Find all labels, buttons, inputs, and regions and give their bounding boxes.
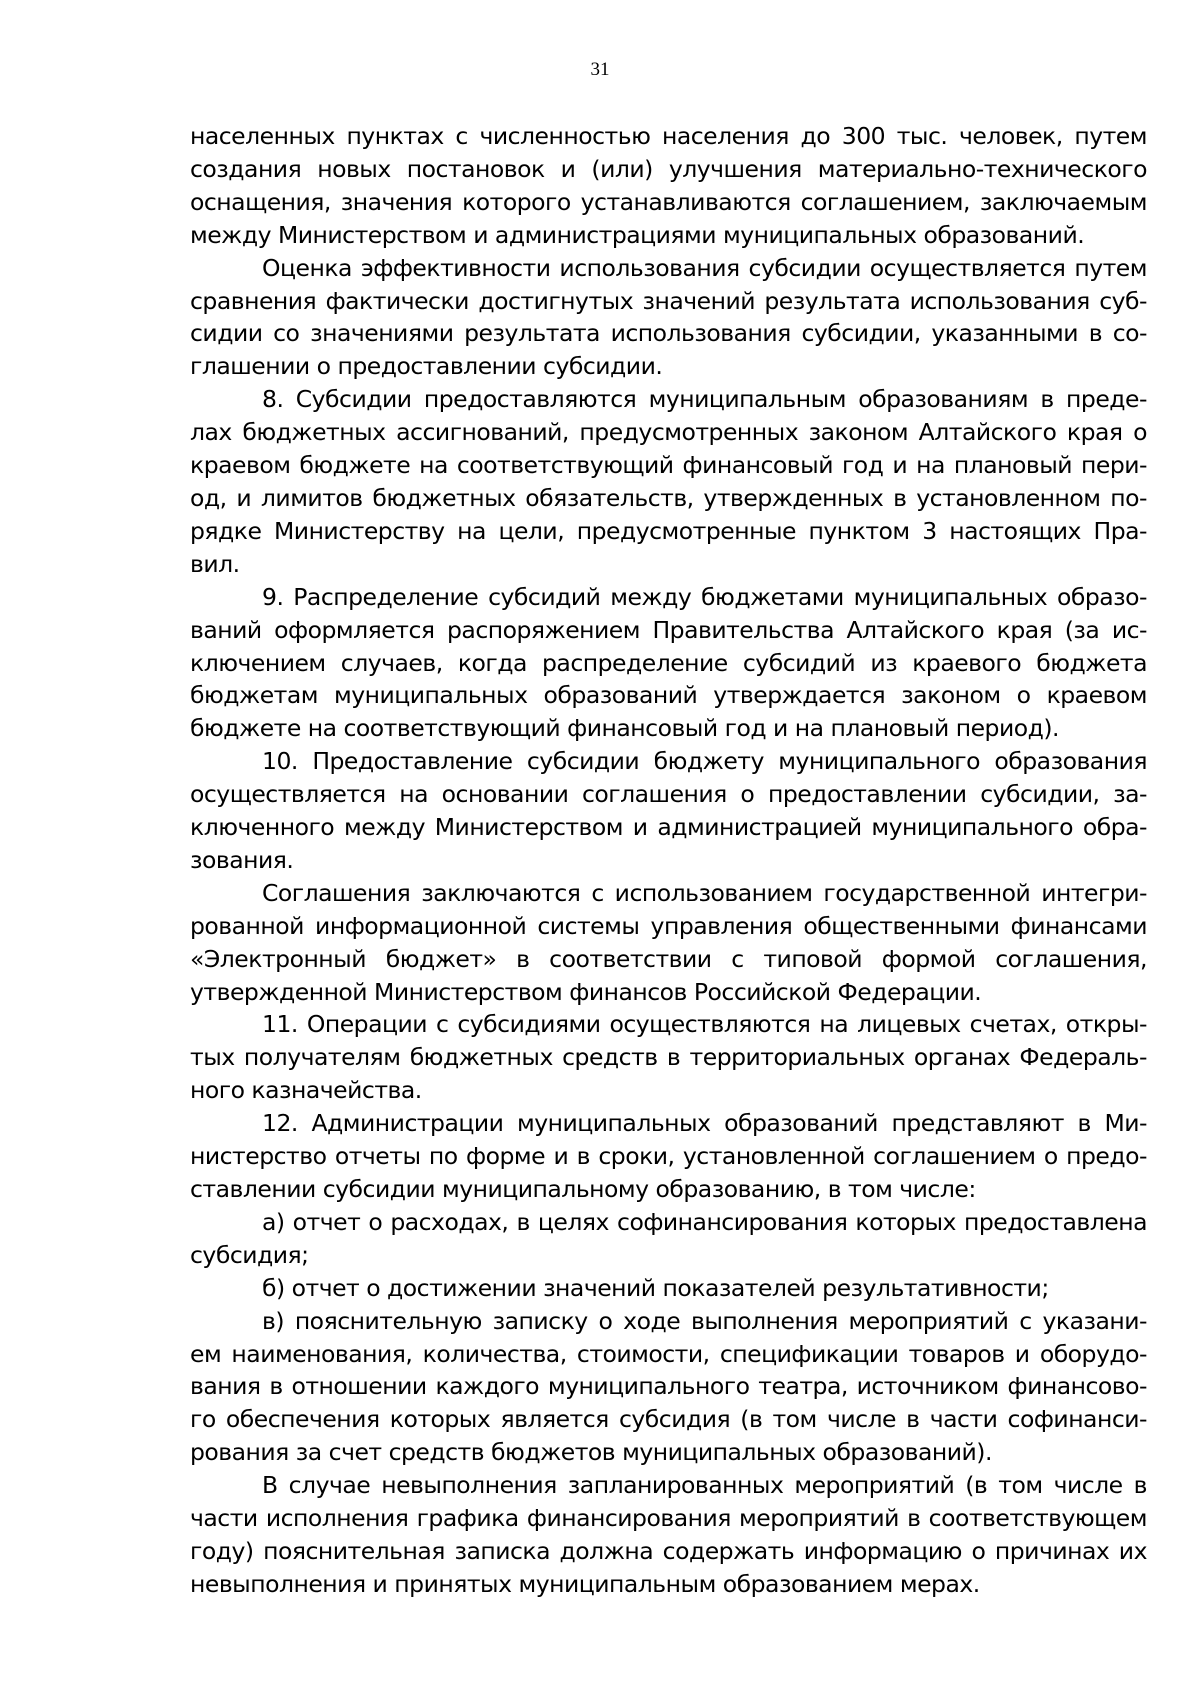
text-line: части исполнения графика финансирования мероприятий в соответствующем [190, 1504, 1147, 1533]
text-line: сравнения фактически достигнутых значений результата использования суб- [190, 286, 1147, 315]
text-line: Соглашения заключаются с использованием государственной интегри- [262, 878, 1147, 907]
text-line: го обеспечения которых является субсидия (в том числе в части софинанси- [190, 1405, 1147, 1434]
text-line: нистерство отчеты по форме и в сроки, установленной соглашением о предо- [190, 1142, 1147, 1171]
text-line: оснащения, значения которого устанавливаются соглашением, заключаемым [190, 187, 1147, 216]
page-number: 31 [590, 59, 610, 80]
text-line: зования. [190, 845, 294, 874]
text-line: осуществляется на основании соглашения о предоставлении субсидии, за- [190, 780, 1147, 809]
document-body [190, 120, 1147, 1601]
text-line: рядке Министерству на цели, предусмотренные пунктом 3 настоящих Пра- [190, 516, 1147, 545]
text-line: субсидия; [190, 1240, 309, 1269]
text-line: б) отчет о достижении значений показателей результативности; [262, 1273, 1049, 1302]
text-line: рования за счет средств бюджетов муниципальных образований). [190, 1438, 992, 1467]
text-line: бюджетам муниципальных образований утверждается законом о краевом [190, 681, 1147, 710]
text-line: сидии со значениями результата использования субсидии, указанными в со- [190, 319, 1147, 348]
text-line: между Министерством и администрациями муниципальных образований. [190, 220, 1085, 249]
text-line: населенных пунктах с численностью населения до 300 тыс. человек, путем [190, 122, 1147, 150]
text-line: краевом бюджете на соответствующий финансовый год и на плановый пери- [190, 451, 1147, 480]
text-line: 11. Операции с субсидиями осуществляются на лицевых счетах, откры- [262, 1010, 1147, 1039]
text-line: году) пояснительная записка должна содержать информацию о причинах их [190, 1536, 1147, 1565]
text-line: 10. Предоставление субсидии бюджету муниципального образования [262, 747, 1147, 776]
text-line: ем наименования, количества, стоимости, спецификации товаров и оборудо- [190, 1339, 1147, 1368]
text-line: 12. Администрации муниципальных образований представляют в Ми- [262, 1109, 1147, 1138]
text-line: ваний оформляется распоряжением Правительства Алтайского края (за ис- [190, 615, 1147, 644]
text-line: бюджете на соответствующий финансовый год и на плановый период). [190, 714, 1059, 743]
text-line: В случае невыполнения запланированных мероприятий (в том числе в [262, 1471, 1147, 1500]
text-line: рованной информационной системы управления общественными финансами [190, 911, 1147, 940]
text-line: глашении о предоставлении субсидии. [190, 352, 663, 381]
text-line: «Электронный бюджет» в соответствии с типовой формой соглашения, [190, 944, 1147, 973]
text-line: в) пояснительную записку о ходе выполнения мероприятий с указани- [262, 1306, 1147, 1335]
text-line: вил. [190, 549, 240, 578]
text-line: невыполнения и принятых муниципальным образованием мерах. [190, 1569, 980, 1598]
text-line: вания в отношении каждого муниципального театра, источником финансово- [190, 1372, 1147, 1401]
text-line: 9. Распределение субсидий между бюджетами муниципальных образо- [262, 582, 1147, 611]
text-line: создания новых постановок и (или) улучшения материально-технического [190, 154, 1147, 183]
text-line: ключенного между Министерством и администрацией муниципального обра- [190, 813, 1147, 842]
text-line: 8. Субсидии предоставляются муниципальным образованиям в преде- [262, 385, 1147, 414]
text-line: ного казначейства. [190, 1076, 422, 1105]
text-line: од, и лимитов бюджетных обязательств, утвержденных в установленном по- [190, 483, 1147, 512]
text-line: Оценка эффективности использования субсидии осуществляется путем [262, 253, 1147, 282]
text-line: ключением случаев, когда распределение субсидий из краевого бюджета [190, 648, 1147, 677]
text-line: ставлении субсидии муниципальному образованию, в том числе: [190, 1175, 976, 1203]
text-line: а) отчет о расходах, в целях софинансирования которых предоставлена [262, 1207, 1147, 1236]
text-line: утвержденной Министерством финансов Российской Федерации. [190, 977, 982, 1006]
text-line: лах бюджетных ассигнований, предусмотренных законом Алтайского края о [190, 418, 1147, 447]
text-line: тых получателям бюджетных средств в территориальных органах Федераль- [190, 1043, 1147, 1072]
